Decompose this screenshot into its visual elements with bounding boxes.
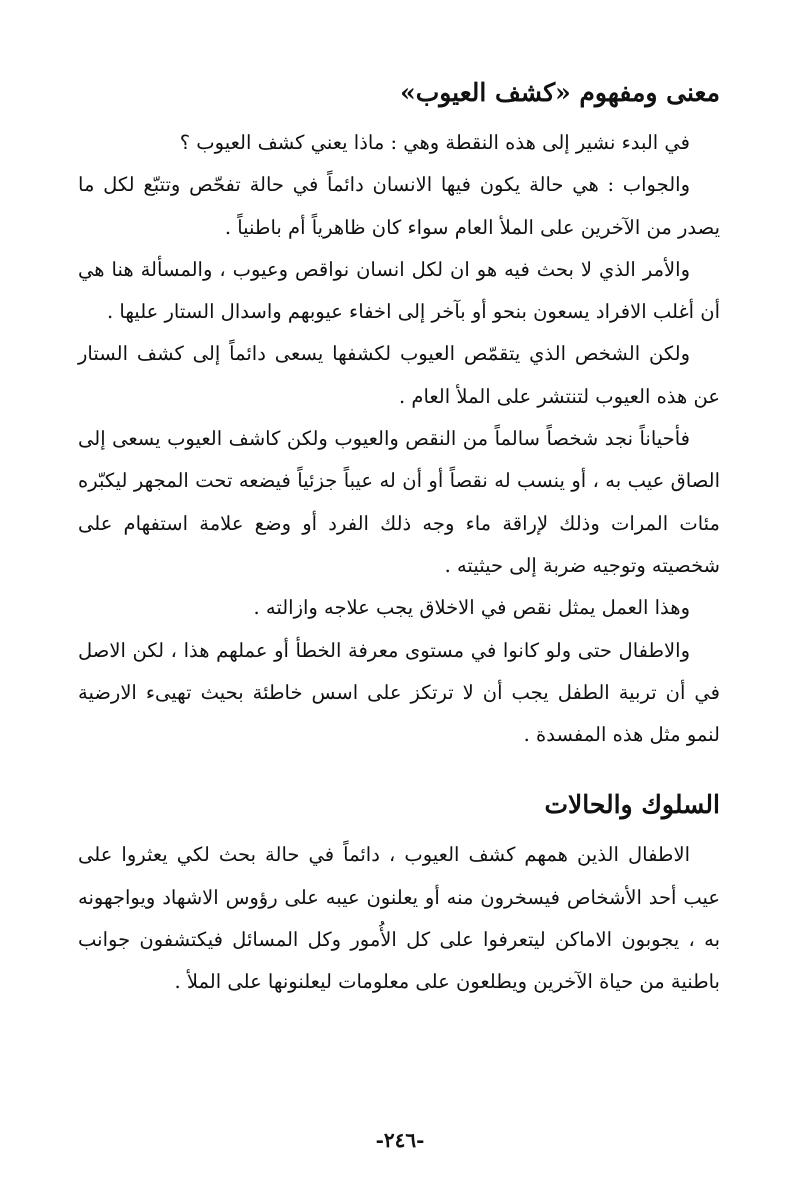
page-number: -٢٤٦- (375, 1128, 425, 1152)
paragraph: والجواب : هي حالة يكون فيها الانسان دائماً في حالة تفحّص وتتبّع لكل ما يصدر من الآخرين على الملأ العام سواء كان ظاهرياً أم باطنياً . (78, 173, 720, 239)
section-heading-2: السلوك والحالات (544, 790, 720, 820)
section-heading-1: معنى ومفهوم «كشف العيوب» (400, 78, 720, 107)
paragraph: والأمر الذي لا بحث فيه هو ان لكل انسان نواقص وعيوب ، والمسألة هنا هي أن أغلب الافراد يسعون بنحو أو بآخر إلى اخفاء عيوبهم واسدال الستار عليها . (78, 257, 720, 324)
paragraph: والاطفال حتى ولو كانوا في مستوى معرفة الخطأ أو عملهم هذا ، لكن الاصل في أن تربية الطفل يجب أن لا ترتكز على اسس خاطئة بحيث تهيىء الارضية لنمو مثل هذه المفسدة . (78, 638, 720, 747)
paragraph: في البدء نشير إلى هذه النقطة وهي : ماذا يعني كشف العيوب ؟ (179, 131, 690, 154)
paragraph: وهذا العمل يمثل نقص في الاخلاق يجب علاجه وازالته . (253, 596, 690, 620)
paragraph: الاطفال الذين همهم كشف العيوب ، دائماً في حالة بحث لكي يعثروا على عيب أحد الأشخاص فيسخرون منه أو يعلنون عيبه على رؤوس الاشهاد ويواجهونه به ، يجوبون الاماكن ليتعرفوا على كل الأُمور وكل المسائل فيكتشفون جوانب باطنية من حياة الآخرين ويطلعون على معلومات ليعلنونها على الملأ . (78, 843, 720, 994)
paragraph: ولكن الشخص الذي يتقمّص العيوب لكشفها يسعى دائماً إلى كشف الستار عن هذه العيوب لتنتشر على الملأ العام . (78, 342, 720, 408)
paragraph: فأحياناً نجد شخصاً سالماً من النقص والعيوب ولكن كاشف العيوب يسعى إلى الصاق عيب به ، أو ينسب له نقصاً أو أن له عيباً جزئياً فيضعه تحت المجهر ليكبّره مئات المرات وذلك لإراقة ماء وجه ذلك الفرد أو وضع علامة استفهام على شخصيته وتوجيه ضربة إلى حيثيته . (78, 427, 720, 577)
